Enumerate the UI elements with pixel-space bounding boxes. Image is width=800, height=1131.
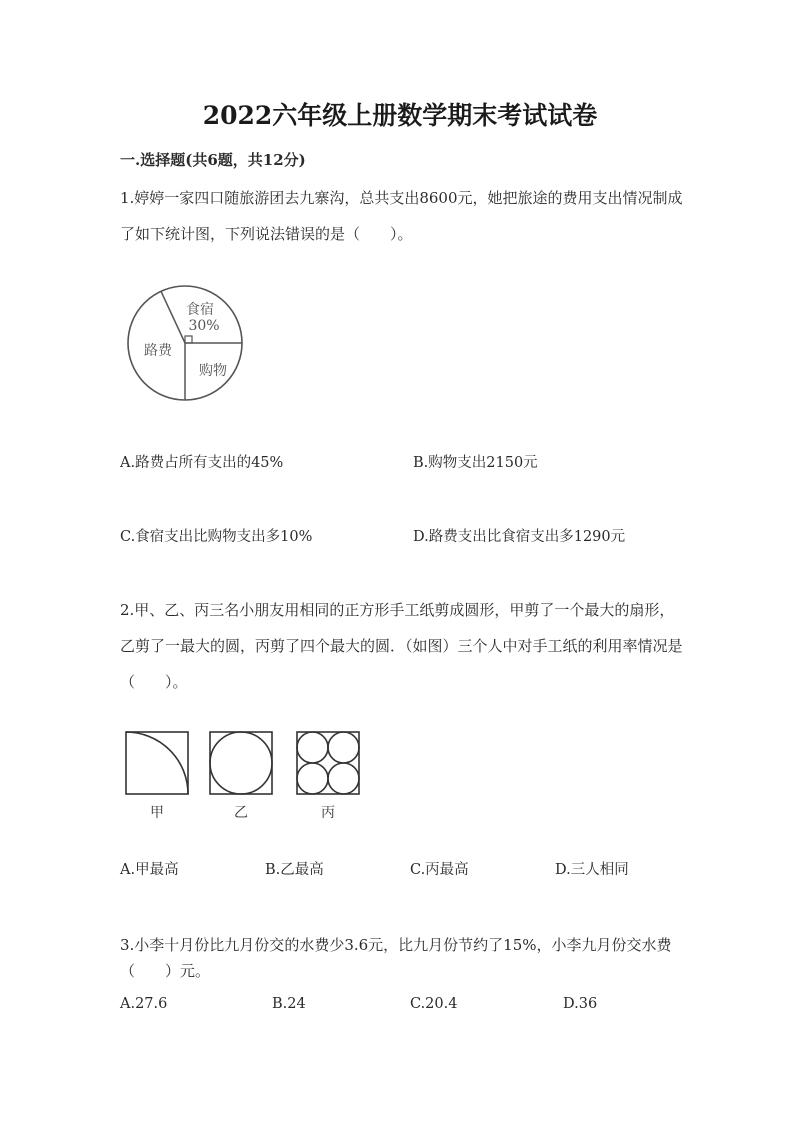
question-1-option-c[interactable]: C.食宿支出比购物支出多10% xyxy=(120,529,313,545)
figure-label-yi: 乙 xyxy=(234,805,248,821)
pie-label-food-percent: 30% xyxy=(188,318,220,334)
figure-bing xyxy=(297,732,359,821)
question-1-pie-chart xyxy=(125,278,245,408)
page-title: 2022六年级上册数学期末考试试卷 xyxy=(202,101,598,130)
question-2-figure xyxy=(120,725,370,825)
question-3-option-d[interactable]: D.36 xyxy=(563,996,598,1012)
question-3-option-c[interactable]: C.20.4 xyxy=(410,996,458,1012)
pie-label-travel: 路费 xyxy=(144,343,172,359)
figure-jia xyxy=(126,732,188,821)
question-1-text: 1.婷婷一家四口随旅游团去九寨沟，总共支出8600元，她把旅途的费用支出情况制成了如下统计图，下列说法错误的是（ ）。 xyxy=(120,189,683,243)
section-heading: 一.选择题(共6题，共12分) xyxy=(120,151,306,169)
question-1-option-d[interactable]: D.路费支出比食宿支出多1290元 xyxy=(413,529,626,545)
question-1-option-b[interactable]: B.购物支出2150元 xyxy=(413,455,538,471)
question-2-option-a[interactable]: A.甲最高 xyxy=(120,862,179,878)
question-3-option-a[interactable]: A.27.6 xyxy=(120,996,168,1012)
question-3-option-b[interactable]: B.24 xyxy=(272,996,306,1012)
quarter-circle-arc xyxy=(126,732,188,794)
question-1-option-a[interactable]: A.路费占所有支出的45% xyxy=(120,455,284,471)
pie-label-food: 食宿 xyxy=(186,302,214,318)
question-2-option-c[interactable]: C.丙最高 xyxy=(410,862,469,878)
question-3-text: 3.小李十月份比九月份交的水费少3.6元，比九月份节约了15%，小李九月份交水费（ ）元。 xyxy=(120,936,672,980)
pie-divider-food xyxy=(161,291,185,343)
figure-label-bing: 丙 xyxy=(321,805,335,821)
question-2-option-b[interactable]: B.乙最高 xyxy=(265,862,324,878)
figure-yi xyxy=(210,732,272,821)
right-angle-mark xyxy=(185,336,192,343)
pie-label-shopping: 购物 xyxy=(199,363,227,379)
figure-label-jia: 甲 xyxy=(150,805,164,821)
question-2-option-d[interactable]: D.三人相同 xyxy=(555,862,629,878)
inscribed-circle xyxy=(210,732,272,794)
question-2-text: 2.甲、乙、丙三名小朋友用相同的正方形手工纸剪成圆形，甲剪了一个最大的扇形，乙剪了一最大的圆，丙剪了四个最大的圆．（如图）三个人中对手工纸的利用率情况是（ ）。 xyxy=(120,601,683,691)
